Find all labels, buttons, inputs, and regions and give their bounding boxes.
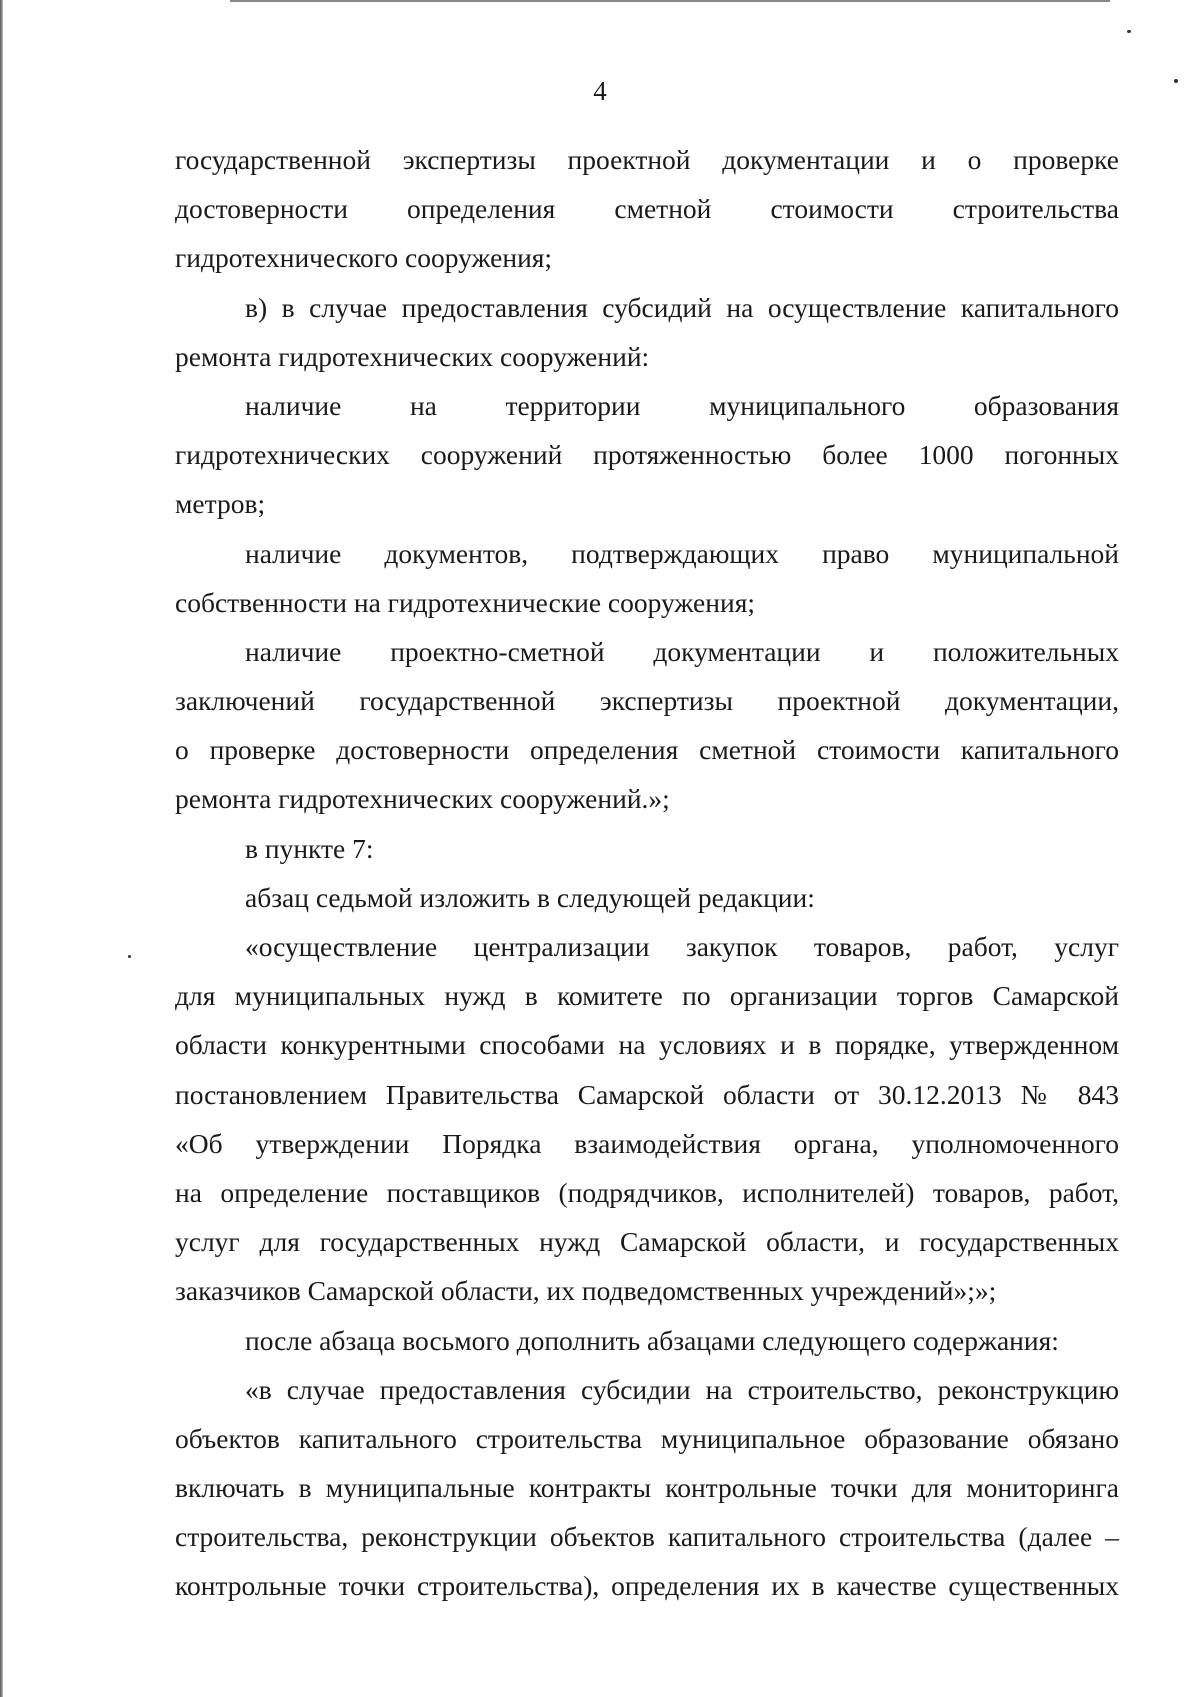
text-line: наличие на территории муниципального образования bbox=[245, 389, 1119, 421]
text-line: для муниципальных нужд в комитете по организации торгов Самарской bbox=[175, 980, 1119, 1012]
text-line: «осуществление централизации закупок товаров, работ, услуг bbox=[245, 931, 1119, 962]
text-line: гидротехнических сооружений протяженностью более 1000 погонных bbox=[175, 439, 1119, 471]
text-line: после абзаца восьмого дополнить абзацами следующего содержания: bbox=[245, 1324, 1059, 1356]
text-line: о проверке достоверности определения сметной стоимости капитального bbox=[175, 734, 1119, 766]
text-line: наличие проектно-сметной документации и положительных bbox=[245, 635, 1119, 667]
scan-speck bbox=[128, 955, 131, 958]
page-number: 4 bbox=[593, 76, 607, 106]
text-line: постановлением Правительства Самарской области от 30.12.2013 № 843 bbox=[175, 1078, 1119, 1110]
scan-left-edge bbox=[0, 0, 3, 1697]
text-line: ремонта гидротехнических сооружений: bbox=[175, 340, 650, 372]
text-line: абзац седьмой изложить в следующей редакции: bbox=[245, 881, 815, 913]
text-line: услуг для государственных нужд Самарской области, и государственных bbox=[175, 1226, 1119, 1258]
text-line: в) в случае предоставления субсидий на осуществление капитального bbox=[245, 291, 1119, 323]
text-line: контрольные точки строительства), определения их в качестве существенных bbox=[175, 1570, 1119, 1602]
text-line: ремонта гидротехнических сооружений.»; bbox=[175, 783, 670, 815]
text-line: в пункте 7: bbox=[245, 832, 374, 864]
text-line: строительства, реконструкции объектов капитального строительства (далее – bbox=[175, 1521, 1119, 1553]
text-line: заключений государственной экспертизы проектной документации, bbox=[175, 685, 1119, 717]
text-line: достоверности определения сметной стоимости строительства bbox=[175, 193, 1119, 225]
text-line: на определение поставщиков (подрядчиков, исполнителей) товаров, работ, bbox=[175, 1176, 1119, 1208]
text-line: заказчиков Самарской области, их подведомственных учреждений»;»; bbox=[175, 1275, 997, 1307]
text-line: «Об утверждении Порядка взаимодействия органа, уполномоченного bbox=[175, 1127, 1119, 1159]
text-line: гидротехнического сооружения; bbox=[175, 242, 553, 274]
text-line: государственной экспертизы проектной документации и о проверке bbox=[175, 144, 1119, 175]
scan-speck bbox=[1127, 30, 1131, 33]
scan-top-edge bbox=[230, 0, 1110, 2]
text-line: включать в муниципальные контракты контрольные точки для мониторинга bbox=[175, 1472, 1119, 1504]
text-line: собственности на гидротехнические сооружения; bbox=[175, 586, 755, 618]
text-line: области конкурентными способами на условиях и в порядке, утвержденном bbox=[175, 1029, 1119, 1061]
text-line: наличие документов, подтверждающих право муниципальной bbox=[245, 537, 1119, 569]
text-line: объектов капитального строительства муниципальное образование обязано bbox=[175, 1422, 1119, 1454]
document-body bbox=[175, 135, 1119, 1611]
text-line: метров; bbox=[175, 488, 266, 520]
text-line: «в случае предоставления субсидии на строительство, реконструкцию bbox=[245, 1373, 1119, 1405]
